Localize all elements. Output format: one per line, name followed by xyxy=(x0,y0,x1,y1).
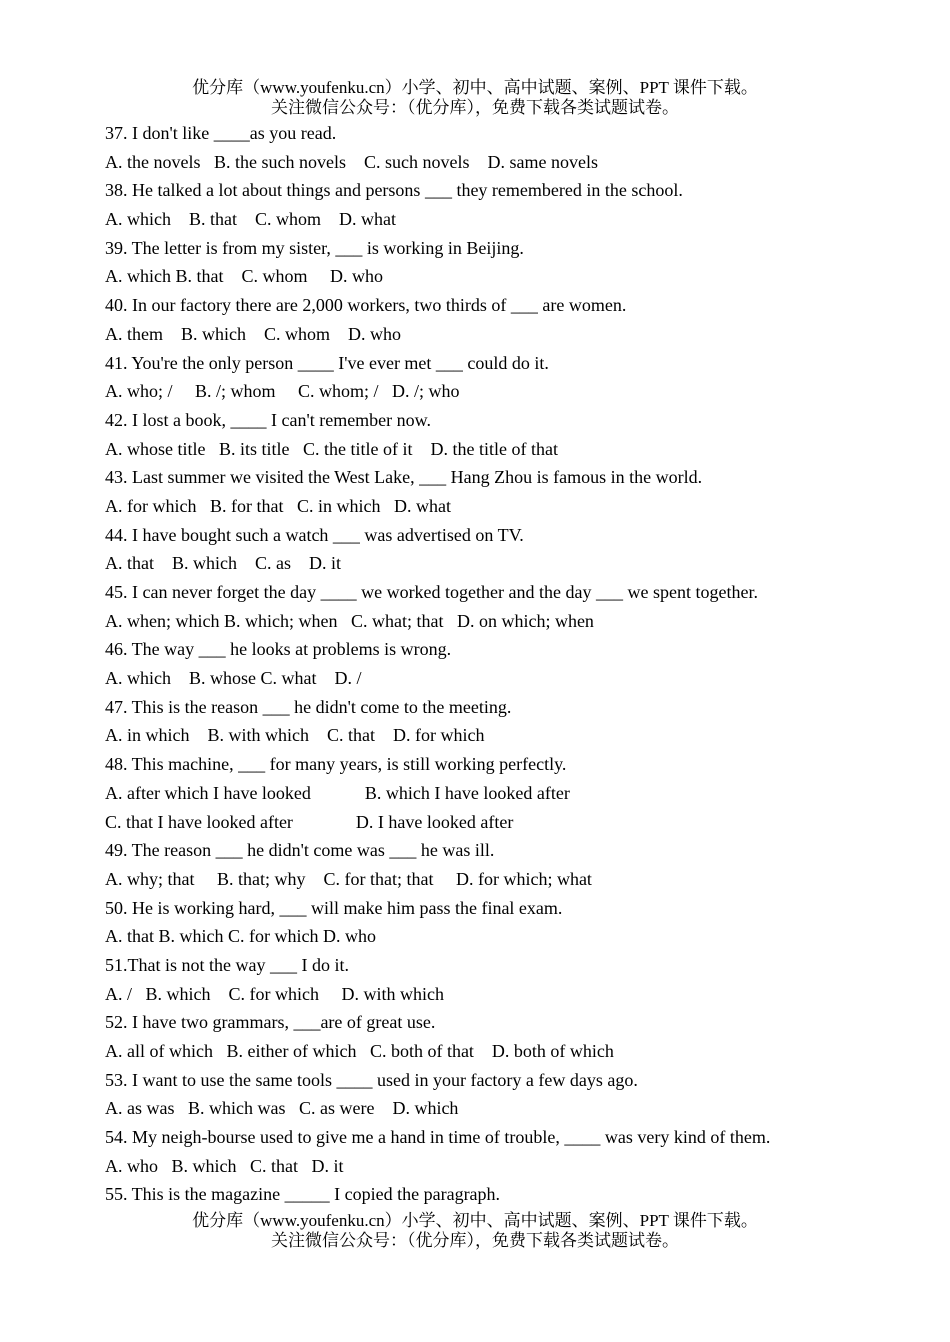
question-54: 54. My neigh-bourse used to give me a hand in time of trouble, ____ was very kind of them. xyxy=(105,1127,771,1148)
header-line-1: 优分库（www.youfenku.cn）小学、初中、高中试题、案例、PPT 课件下载。 xyxy=(192,78,758,97)
header-line-2: 关注微信公众号：（优分库），免费下载各类试题试卷。 xyxy=(271,98,679,117)
options-39: A. which B. that C. whom D. who xyxy=(105,266,383,287)
options-42: A. whose title B. its title C. the title of it D. the title of that xyxy=(105,438,558,459)
options-44: A. that B. which C. as D. it xyxy=(105,553,341,574)
options-52: A. all of which B. either of which C. both of that D. both of which xyxy=(105,1041,614,1061)
question-43: 43. Last summer we visited the West Lake, ___ Hang Zhou is famous in the world. xyxy=(105,467,703,488)
options-49: A. why; that B. that; why C. for that; that D. for which; what xyxy=(105,868,592,889)
options-38: A. which B. that C. whom D. what xyxy=(105,209,396,230)
header-banner xyxy=(0,78,950,118)
question-40: 40. In our factory there are 2,000 workers, two thirds of ___ are women. xyxy=(105,295,627,316)
question-48: 48. This machine, ___ for many years, is still working perfectly. xyxy=(105,754,567,775)
options-46: A. which B. whose C. what D. / xyxy=(105,668,362,689)
question-39: 39. The letter is from my sister, ___ is working in Beijing. xyxy=(105,237,524,258)
options-43: A. for which B. for that C. in which D. what xyxy=(105,495,451,516)
question-52: 52. I have two grammars, ___are of great use. xyxy=(105,1012,436,1033)
options-41: A. who; / B. /; whom C. whom; / D. /; who xyxy=(105,381,460,402)
options-54: A. who B. which C. that D. it xyxy=(105,1155,344,1176)
options-48-cd: C. that I have looked after D. I have looked after xyxy=(105,811,514,832)
question-38: 38. He talked a lot about things and persons ___ they remembered in the school. xyxy=(105,180,683,201)
question-45: 45. I can never forget the day ____ we worked together and the day ___ we spent together. xyxy=(105,582,758,602)
options-37: A. the novels B. the such novels C. such novels D. same novels xyxy=(105,151,598,172)
question-41: 41. You're the only person ____ I've ever met ___ could do it. xyxy=(105,352,549,373)
question-44: 44. I have bought such a watch ___ was advertised on TV. xyxy=(105,524,524,545)
options-45: A. when; which B. which; when C. what; that D. on which; when xyxy=(105,610,594,631)
question-50: 50. He is working hard, ___ will make him pass the final exam. xyxy=(105,897,563,918)
question-51: 51.That is not the way ___ I do it. xyxy=(105,954,349,975)
options-48-ab: A. after which I have looked B. which I have looked after xyxy=(105,782,570,803)
question-49: 49. The reason ___ he didn't come was ___ he was ill. xyxy=(105,840,495,861)
footer-banner xyxy=(0,1211,950,1251)
question-37: 37. I don't like ____as you read. xyxy=(105,123,337,143)
question-46: 46. The way ___ he looks at problems is wrong. xyxy=(105,639,452,660)
question-42: 42. I lost a book, ____ I can't remember now. xyxy=(105,409,431,430)
question-55: 55. This is the magazine _____ I copied the paragraph. xyxy=(105,1184,501,1205)
question-53: 53. I want to use the same tools ____ used in your factory a few days ago. xyxy=(105,1069,638,1090)
question-47: 47. This is the reason ___ he didn't come to the meeting. xyxy=(105,696,512,717)
question-list xyxy=(105,119,925,1209)
options-51: A. / B. which C. for which D. with which xyxy=(105,983,444,1004)
options-40: A. them B. which C. whom D. who xyxy=(105,323,401,344)
options-53: A. as was B. which was C. as were D. which xyxy=(105,1098,459,1119)
footer-line-2: 关注微信公众号：（优分库），免费下载各类试题试卷。 xyxy=(271,1231,679,1250)
options-47: A. in which B. with which C. that D. for which xyxy=(105,725,485,746)
options-50: A. that B. which C. for which D. who xyxy=(105,926,376,947)
footer-line-1: 优分库（www.youfenku.cn）小学、初中、高中试题、案例、PPT 课件下载。 xyxy=(192,1211,758,1230)
